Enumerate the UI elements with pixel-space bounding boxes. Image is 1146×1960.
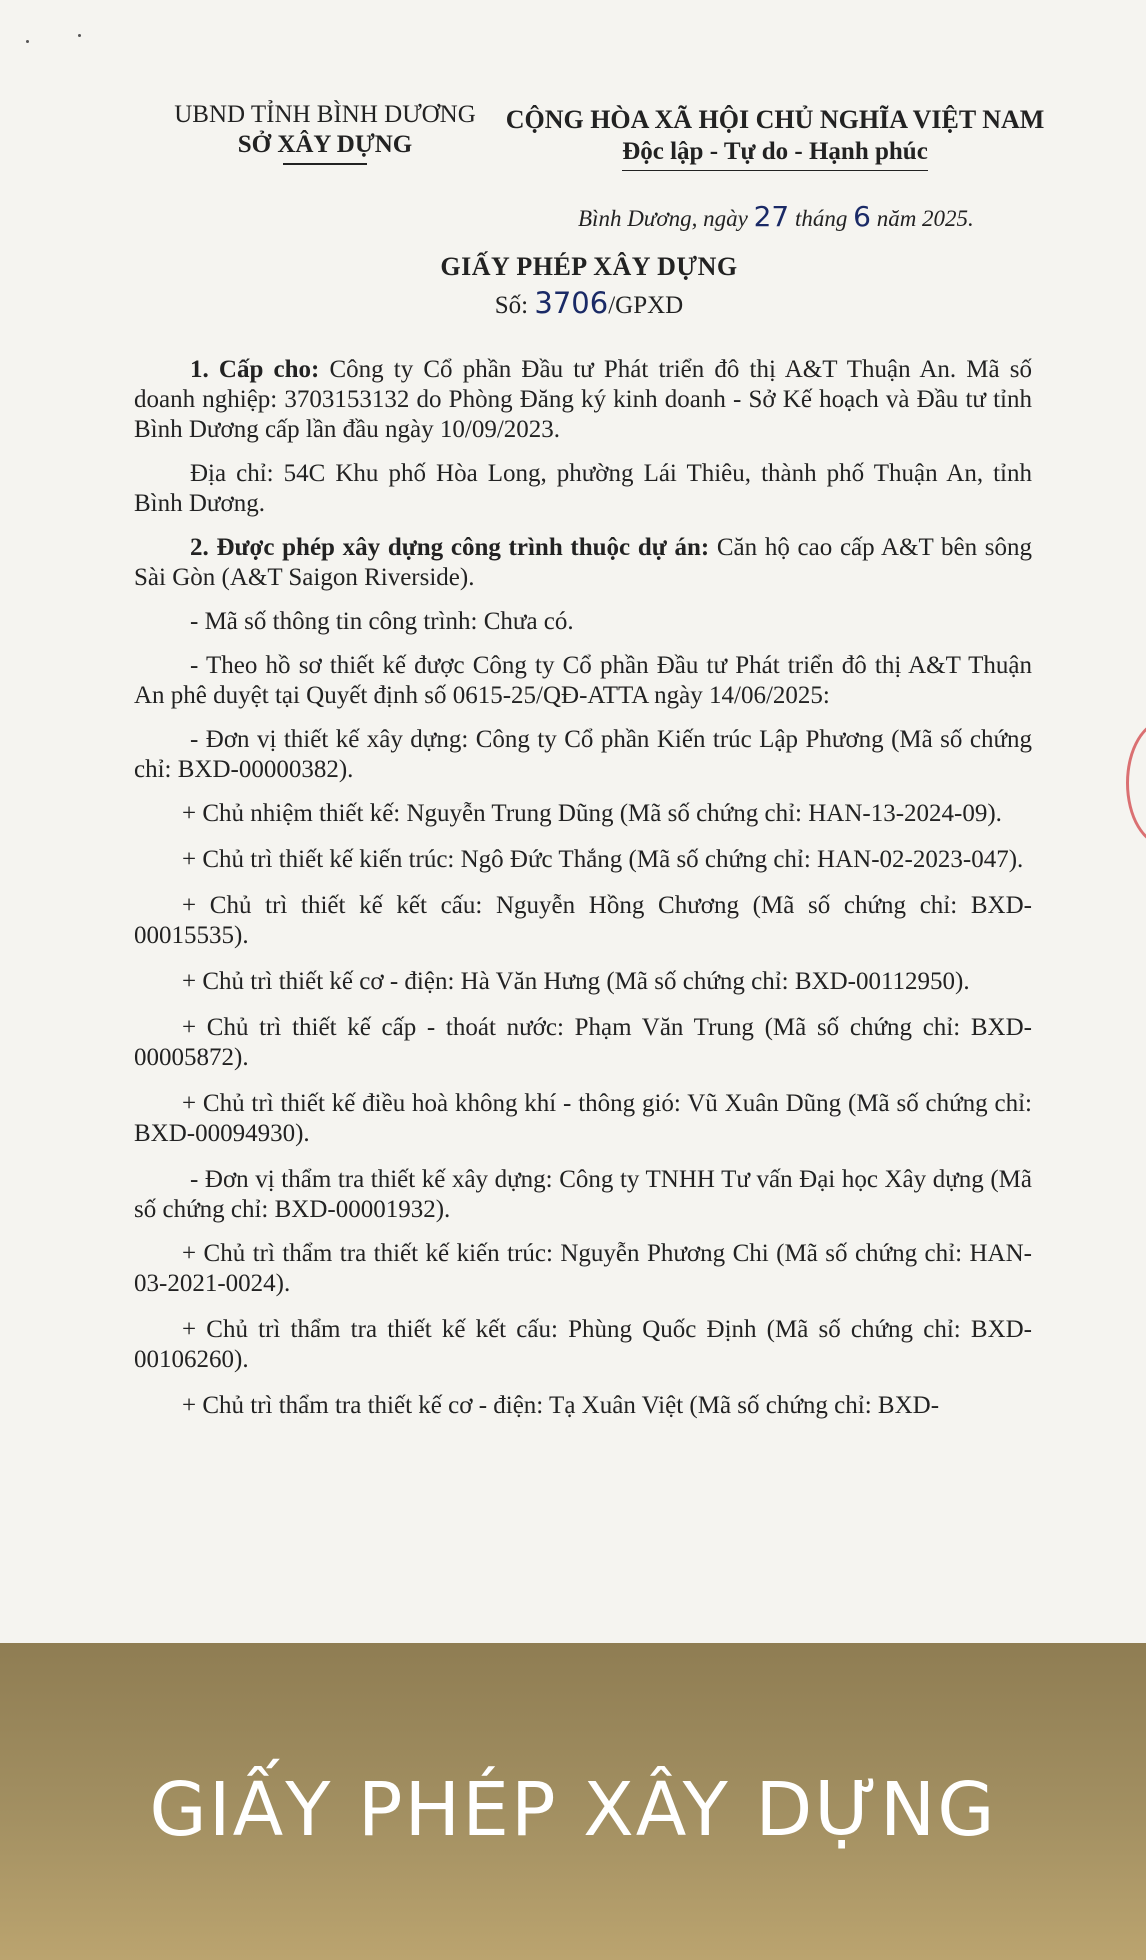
design-unit-paragraph: - Đơn vị thiết kế xây dựng: Công ty Cổ phần Kiến trúc Lập Phương (Mã số chứng chỉ: BXD-00000382). <box>134 726 1032 783</box>
scan-speck <box>78 34 81 37</box>
country-name: CỘNG HÒA XÃ HỘI CHỦ NGHĨA VIỆT NAM <box>505 105 1045 134</box>
review-unit-paragraph: - Đơn vị thẩm tra thiết kế xây dựng: Công ty TNHH Tư vấn Đại học Xây dựng (Mã số chứng chỉ: BXD-00001932). <box>134 1166 1032 1223</box>
address-paragraph: Địa chỉ: 54C Khu phố Hòa Long, phường Lái Thiêu, thành phố Thuận An, tỉnh Bình Dương. <box>134 460 1032 517</box>
permitted-project-paragraph: 2. Được phép xây dựng công trình thuộc dự án: Căn hộ cao cấp A&T bên sông Sài Gòn (A&T Saigon Riverside). <box>134 534 1032 591</box>
number-prefix: Số: <box>494 292 529 319</box>
number-value: 3706 <box>534 286 609 320</box>
date-month: 6 <box>853 200 871 233</box>
date-year: năm 2025. <box>876 206 974 231</box>
motto-slogan: Độc lập - Tự do - Hạnh phúc <box>622 136 928 171</box>
review-architecture-item: + Chủ trì thẩm tra thiết kế kiến trúc: Nguyễn Phương Chi (Mã số chứng chỉ: HAN-03-2021-0024). <box>134 1240 1032 1297</box>
document-number <box>0 286 1146 320</box>
review-structure-item: + Chủ trì thẩm tra thiết kế kết cấu: Phùng Quốc Định (Mã số chứng chỉ: BXD-00106260). <box>134 1316 1032 1373</box>
project-code-paragraph: - Mã số thông tin công trình: Chưa có. <box>190 608 574 635</box>
number-suffix: /GPXD <box>608 292 684 319</box>
red-seal-edge <box>1126 720 1146 846</box>
structure-lead-item: + Chủ trì thiết kế kết cấu: Nguyễn Hồng Chương (Mã số chứng chỉ: BXD-00015535). <box>134 892 1032 949</box>
document-body <box>134 355 1032 1421</box>
scan-speck <box>26 40 29 43</box>
national-motto <box>500 104 1050 171</box>
permitted-project-label: 2. Được phép xây dựng công trình thuộc dự án: <box>190 534 710 561</box>
document-title: GIẤY PHÉP XÂY DỰNG <box>440 252 738 281</box>
banner-title: GIẤY PHÉP XÂY DỰNG <box>149 1767 997 1853</box>
department-name: SỞ XÂY DỰNG <box>237 131 413 158</box>
date-prefix: Bình Dương, ngày <box>578 206 748 231</box>
province-committee: UBND TỈNH BÌNH DƯƠNG <box>174 101 476 128</box>
issue-date <box>578 200 974 233</box>
authority-underline <box>283 163 367 165</box>
review-mep-item: + Chủ trì thẩm tra thiết kế cơ - điện: Tạ Xuân Việt (Mã số chứng chỉ: BXD- <box>182 1392 940 1419</box>
date-month-label: tháng <box>794 206 848 231</box>
design-approval-paragraph: - Theo hồ sơ thiết kế được Công ty Cổ phần Đầu tư Phát triển đô thị A&T Thuận An phê duyệt tại Quyết định số 0615-25/QĐ-ATTA ngày 14/06/2025: <box>134 652 1032 709</box>
plumbing-lead-item: + Chủ trì thiết kế cấp - thoát nước: Phạm Văn Trung (Mã số chứng chỉ: BXD-00005872). <box>134 1014 1032 1071</box>
issuing-authority <box>160 100 490 165</box>
architecture-lead-item: + Chủ trì thiết kế kiến trúc: Ngô Đức Thắng (Mã số chứng chỉ: HAN-02-2023-047). <box>182 846 1024 873</box>
design-lead-item: + Chủ nhiệm thiết kế: Nguyễn Trung Dũng (Mã số chứng chỉ: HAN-13-2024-09). <box>182 800 1002 827</box>
issued-to-paragraph: 1. Cấp cho: Công ty Cổ phần Đầu tư Phát triển đô thị A&T Thuận An. Mã số doanh nghiệp: 3703153132 do Phòng Đăng ký kinh doanh - Sở Kế hoạch và Đầu tư tỉnh Bình Dương cấp lần đầu ngày 10/09/2023. <box>134 356 1032 443</box>
issued-to-label: 1. Cấp cho: <box>190 356 320 383</box>
date-day: 27 <box>753 200 790 233</box>
hvac-lead-item: + Chủ trì thiết kế điều hoà không khí - thông gió: Vũ Xuân Dũng (Mã số chứng chỉ: BXD-00094930). <box>134 1090 1032 1147</box>
mep-lead-item: + Chủ trì thiết kế cơ - điện: Hà Văn Hưng (Mã số chứng chỉ: BXD-00112950). <box>182 968 970 995</box>
